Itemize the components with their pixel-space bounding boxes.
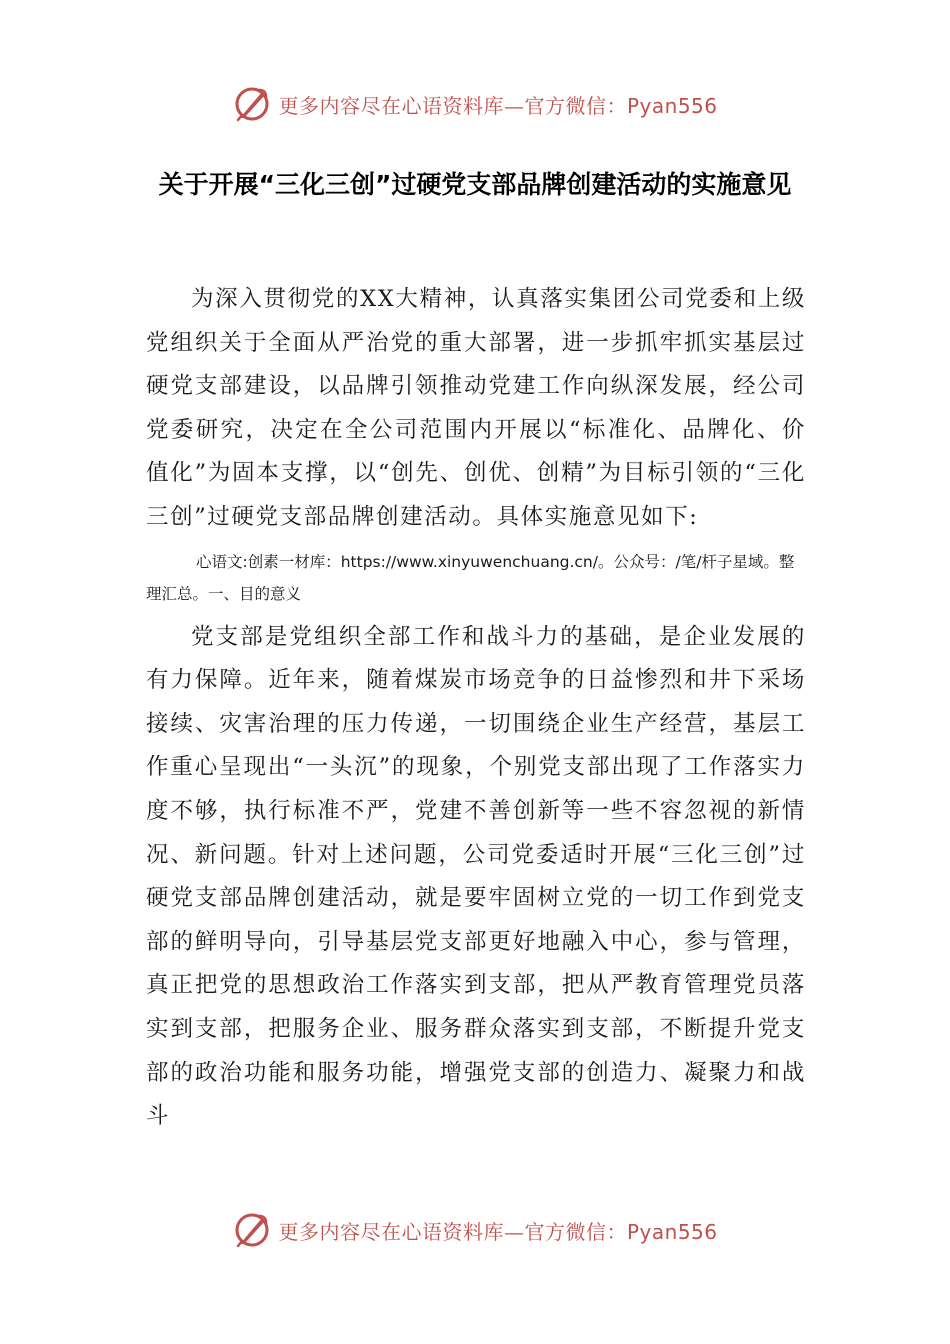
wechat-id: Pyan556 [626, 1219, 718, 1244]
footer-banner [0, 1210, 950, 1250]
paragraph-purpose: 党支部是党组织全部工作和战斗力的基础，是企业发展的有力保障。近年来，随着煤炭市场竞争的日益惨烈和井下采场接续、灾害治理的压力传递，一切围绕企业生产经营，基层工作重心呈现出“一头沉”的现象，个别党支部出现了工作落实力度不够，执行标准不严，党建不善创新等一些不容忽视的新情况、新问题。针对上述问题，公司党委适时开展“三化三创”过硬党支部品牌创建活动，就是要牢固树立党的一切工作到党支部的鲜明导向，引导基层党支部更好地融入中心，参与管理，真正把党的思想政治工作落实到支部，把从严教育管理党员落实到支部，把服务企业、服务群众落实到支部，不断提升党支部的政治功能和服务功能，增强党支部的创造力、凝聚力和战斗 [146, 623, 806, 1130]
quill-logo-icon [232, 1210, 272, 1250]
banner-slogan: 更多内容尽在心语资料库—官方微信： [278, 93, 627, 118]
source-note: 心语文:创素一材库：https://www.xinyuwenchuang.cn/。公众号：/笔/杆子星域。整理汇总。一、目的意义 [146, 552, 795, 603]
paragraph-intro: 为深入贯彻党的XX大精神，认真落实集团公司党委和上级党组织关于全面从严治党的重大部署，进一步抓牢抓实基层过硬党支部建设，以品牌引领推动党建工作向纵深发展，经公司党委研究，决定在全公司范围内开展以“标准化、品牌化、价值化”为固本支撑，以“创先、创优、创精”为目标引领的“三化三创”过硬党支部品牌创建活动。具体实施意见如下: [146, 286, 806, 530]
quill-logo-icon [232, 84, 272, 124]
header-banner [0, 84, 950, 124]
document-title: 关于开展“三化三创”过硬党支部品牌创建活动的实施意见 [158, 170, 792, 199]
wechat-id: Pyan556 [626, 93, 718, 118]
banner-text [278, 90, 717, 119]
banner-slogan: 更多内容尽在心语资料库—官方微信： [278, 1219, 627, 1244]
banner-text [278, 1216, 717, 1245]
document-body [146, 278, 806, 1139]
